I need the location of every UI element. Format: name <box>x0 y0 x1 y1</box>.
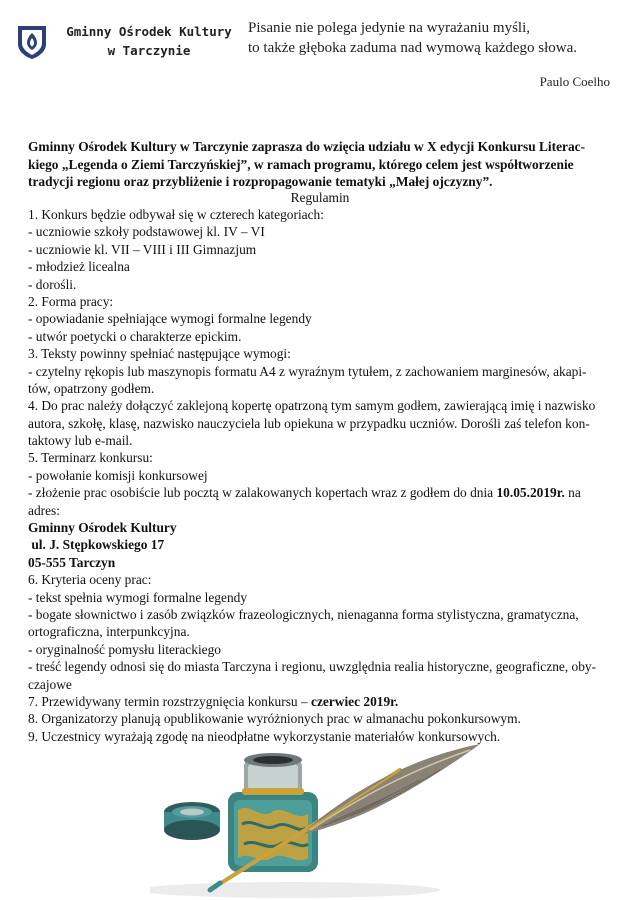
rule-line: czajowe <box>28 676 72 692</box>
rule-line: 5. Terminarz konkursu: <box>28 450 153 466</box>
inkwell-quill-illustration <box>150 740 490 900</box>
intro-paragraph <box>28 138 618 191</box>
quote-line-1: Pisanie nie polega jedynie na wyrażaniu myśli, <box>248 20 531 36</box>
rule-line: ortograficzna, interpunkcyjna. <box>28 624 190 640</box>
address-line-street: ul. J. Stępkowskiego 17 <box>28 537 165 553</box>
org-name-line-2: w Tarczynie <box>107 43 191 58</box>
rule-line: 4. Do prac należy dołączyć zaklejoną kopertę opatrzoną tym samym godłem, zawierającą imię i nazwisko <box>28 398 596 414</box>
rule-line: - powołanie komisji konkursowej <box>28 467 208 483</box>
rule-line: - treść legendy odnosi się do miasta Tarczyna i regionu, uwzględnia realia historyczne, geograficzne, oby- <box>28 659 597 675</box>
rule-line: - uczniowie szkoły podstawowej kl. IV – VI <box>28 224 265 240</box>
rule-line: tów, opatrzony godłem. <box>28 380 155 396</box>
deadline-date: 10.05.2019r. <box>496 485 565 501</box>
rule-line: 2. Forma pracy: <box>28 293 114 309</box>
rule-line: 8. Organizatorzy planują opublikowanie wyróżnionych prac w almanachu pokonkursowym. <box>28 711 521 727</box>
rule-line: - utwór poetycki o charakterze epickim. <box>28 328 242 344</box>
intro-line-2: kiego „Legenda o Ziemi Tarczyńskiej”, w ramach programu, którego celem jest współtworzenie <box>28 156 574 172</box>
rule-line: 3. Teksty powinny spełniać następujące wymogi: <box>28 346 291 362</box>
org-logo-icon <box>16 24 48 60</box>
org-name-line-1: Gminny Ośrodek Kultury <box>66 24 232 39</box>
rule-line-result <box>28 693 628 710</box>
org-name <box>54 22 244 60</box>
inkwell-icon <box>228 753 318 872</box>
rule-line: - oryginalność pomysłu literackiego <box>28 641 222 657</box>
address-line-city: 05-555 Tarczyn <box>28 554 116 570</box>
quote-line-2: to także głęboka zaduma nad wymową każdego słowa. <box>248 40 578 56</box>
rule-line: - tekst spełnia wymogi formalne legendy <box>28 589 248 605</box>
rule-line: 6. Kryteria oceny prac: <box>28 572 152 588</box>
deadline-text-end: na <box>564 485 581 501</box>
rule-line: - bogate słownictwo i zasób związków frazeologicznych, nienaganna forma stylistyczna, gramatyczna, <box>28 606 579 622</box>
rule-line: - uczniowie kl. VII – VIII i III Gimnazjum <box>28 241 257 257</box>
rule-line: - opowiadanie spełniające wymogi formalne legendy <box>28 311 312 327</box>
regulamin-title: Regulamin <box>290 190 350 205</box>
inkwell-lid-icon <box>164 802 220 840</box>
rule-line: taktowy lub e-mail. <box>28 433 133 449</box>
rule-line: - młodzież licealna <box>28 259 130 275</box>
rule-line: adres: <box>28 502 60 518</box>
regulations-body <box>28 206 628 745</box>
rule-line: - czytelny rękopis lub maszynopis formatu A4 z wyraźnym tytułem, z zachowaniem marginesów, akapi- <box>28 363 587 379</box>
rule-line-deadline <box>28 484 628 501</box>
address-line-org: Gminny Ośrodek Kultury <box>28 520 177 536</box>
quote-author: Paulo Coelho <box>539 74 610 89</box>
result-text: 7. Przewidywany termin rozstrzygnięcia konkursu – <box>28 693 311 709</box>
result-date: czerwiec 2019r. <box>311 693 399 709</box>
deadline-text: - złożenie prac osobiście lub pocztą w zalakowanych kopertach wraz z godłem do dnia <box>28 485 497 501</box>
rule-line: autora, szkołę, klasę, nazwisko nauczyciela lub opiekuna w przypadku uczniów. Dorośli zaś telefon kon- <box>28 415 590 431</box>
intro-line-1: Gminny Ośrodek Kultury w Tarczynie zaprasza do wzięcia udziału w X edycji Konkursu Literac- <box>28 139 586 154</box>
rule-line: - dorośli. <box>28 276 77 292</box>
rule-line: 1. Konkurs będzie odbywał się w czterech kategoriach: <box>28 207 324 222</box>
epigraph-quote <box>248 18 628 58</box>
intro-line-3: tradycji regionu oraz przybliżenie i rozpropagowanie tematyki „Małej ojczyzny”. <box>28 174 493 189</box>
rule-line: 9. Uczestnicy wyrażają zgodę na nieodpłatne wykorzystanie materiałów konkursowych. <box>28 728 501 744</box>
